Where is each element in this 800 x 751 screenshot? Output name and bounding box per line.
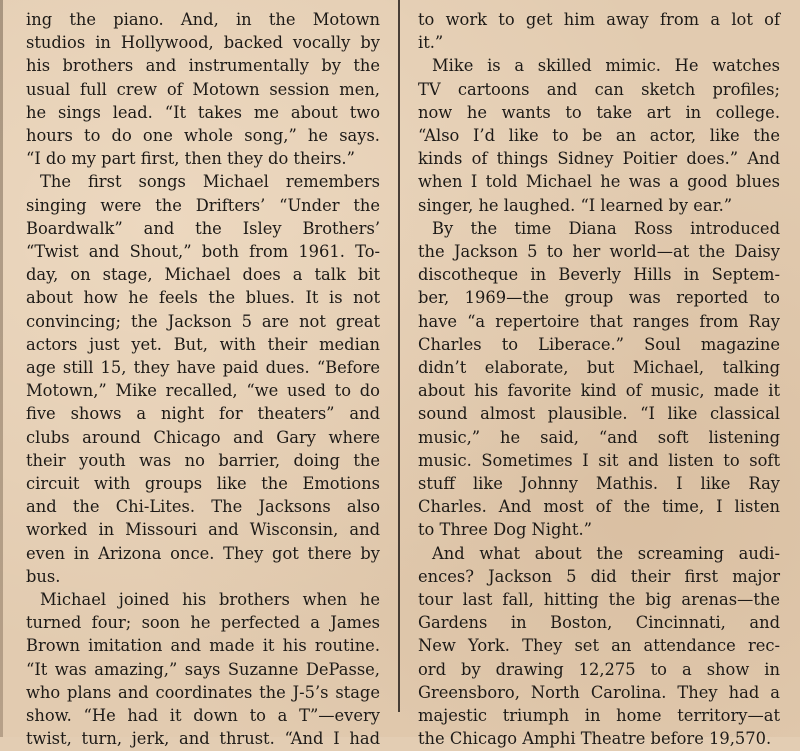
text-line: have “a repertoire that ranges from Ray bbox=[418, 311, 780, 331]
text-line: kinds of things Sidney Poitier does.” And bbox=[418, 149, 780, 169]
text-line: Greensboro, North Carolina. They had a bbox=[418, 682, 780, 702]
text-line: worked in Missouri and Wisconsin, and bbox=[26, 520, 380, 540]
text-line: Boardwalk” and the Isley Brothers’ bbox=[26, 218, 380, 238]
text-line: ences? Jackson 5 did their first major bbox=[418, 566, 780, 586]
text-line: sound almost plausible. “I like classical bbox=[418, 404, 780, 424]
text-line: who plans and coordinates the J-5’s stage bbox=[26, 682, 380, 702]
text-line: tour last fall, hitting the big arenas—the bbox=[418, 590, 780, 610]
text-line: “It was amazing,” says Suzanne DePasse, bbox=[26, 659, 380, 679]
text-line: when I told Michael he was a good blues bbox=[418, 172, 780, 192]
text-line: stuff like Johnny Mathis. I like Ray bbox=[418, 474, 780, 494]
text-line: hours to do one whole song,” he says. bbox=[26, 126, 380, 146]
text-line: circuit with groups like the Emotions bbox=[26, 474, 380, 494]
text-line: singer, he laughed. “I learned by ear.” bbox=[418, 195, 733, 215]
text-line: “Also I’d like to be an actor, like the bbox=[418, 126, 780, 146]
text-line: he sings lead. “It takes me about two bbox=[26, 102, 380, 122]
column-divider bbox=[398, 0, 400, 712]
article-column-right bbox=[418, 8, 780, 751]
text-line: Mike is a skilled mimic. He watches bbox=[432, 56, 780, 76]
text-line: day, on stage, Michael does a talk bit bbox=[26, 265, 380, 285]
text-line: bus. bbox=[26, 566, 61, 586]
text-line: to Three Dog Night.” bbox=[418, 520, 592, 540]
text-line: the Jackson 5 to her world—at the Daisy bbox=[418, 242, 780, 262]
text-line: And what about the screaming audi- bbox=[432, 543, 780, 563]
text-line: age still 15, they have paid dues. “Before bbox=[26, 358, 380, 378]
text-line: to work to get him away from a lot of bbox=[418, 10, 780, 29]
text-line: By the time Diana Ross introduced bbox=[432, 218, 780, 238]
text-line: twist, turn, jerk, and thrust. “And I had bbox=[26, 729, 380, 749]
text-line: The first songs Michael remembers bbox=[40, 172, 380, 192]
text-line: “Twist and Shout,” both from 1961. To- bbox=[26, 242, 380, 262]
page-edge bbox=[0, 0, 3, 737]
text-line: Michael joined his brothers when he bbox=[40, 590, 380, 610]
text-line: the Chicago Amphi Theatre before 19,570. bbox=[418, 729, 772, 749]
text-line: turned four; soon he perfected a James bbox=[26, 613, 380, 633]
text-line: actors just yet. But, with their median bbox=[26, 334, 380, 354]
text-line: usual full crew of Motown session men, bbox=[26, 79, 380, 99]
text-line: his brothers and instrumentally by the bbox=[26, 56, 380, 76]
text-line: ing the piano. And, in the Motown bbox=[26, 10, 380, 29]
text-line: music. Sometimes I sit and listen to soft bbox=[418, 450, 780, 470]
text-line: discotheque in Beverly Hills in Septem- bbox=[418, 265, 780, 285]
text-line: New York. They set an attendance rec- bbox=[418, 636, 780, 656]
text-line: singing were the Drifters’ “Under the bbox=[26, 195, 380, 215]
text-line: majestic triumph in home territory—at bbox=[418, 706, 780, 726]
text-line: music,” he said, “and soft listening bbox=[418, 427, 780, 447]
article-column-left bbox=[26, 8, 380, 751]
text-line: Motown,” Mike recalled, “we used to do bbox=[26, 381, 380, 401]
text-line: now he wants to take art in college. bbox=[418, 102, 780, 122]
text-line: TV cartoons and can sketch profiles; bbox=[418, 79, 780, 99]
text-line: Brown imitation and made it his routine. bbox=[26, 636, 380, 656]
text-line: “I do my part first, then they do theirs.” bbox=[26, 149, 355, 169]
text-line: ord by drawing 12,275 to a show in bbox=[418, 659, 780, 679]
text-line: convincing; the Jackson 5 are not great bbox=[26, 311, 380, 331]
text-line: didn’t elaborate, but Michael, talking bbox=[418, 358, 780, 378]
text-line: about how he feels the blues. It is not bbox=[26, 288, 380, 308]
text-line: Charles to Liberace.” Soul magazine bbox=[418, 334, 780, 354]
text-line: their youth was no barrier, doing the bbox=[26, 450, 380, 470]
text-line: clubs around Chicago and Gary where bbox=[26, 427, 380, 447]
text-line: Charles. And most of the time, I listen bbox=[418, 497, 780, 517]
text-line: even in Arizona once. They got there by bbox=[26, 543, 380, 563]
text-line: show. “He had it down to a T”—every bbox=[26, 706, 380, 726]
text-line: it.” bbox=[418, 33, 444, 53]
text-line: five shows a night for theaters” and bbox=[26, 404, 380, 424]
text-line: studios in Hollywood, backed vocally by bbox=[26, 33, 380, 53]
text-line: and the Chi-Lites. The Jacksons also bbox=[26, 497, 380, 517]
text-line: ber, 1969—the group was reported to bbox=[418, 288, 780, 308]
text-line: Gardens in Boston, Cincinnati, and bbox=[418, 613, 780, 633]
text-line: about his favorite kind of music, made it bbox=[418, 381, 780, 401]
